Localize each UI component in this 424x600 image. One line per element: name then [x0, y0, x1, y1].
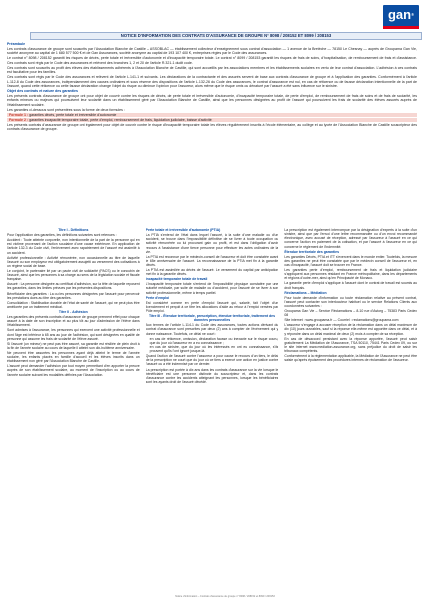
col2-heading-itt: Incapacité temporaire totale de travail	[145, 277, 208, 282]
preamble-paragraph-2: Le contrat n° 8098 / 208152 garantit les risques de décès, perte totale et irréversible d'autonomie et d'incapacité temporaire totale. Le contrat n° 8099 / 208153 garantit les risques de frais de soins, d'hospitalisation, de remboursement de frais et d'assistance. Ces contrats sont régis par le Code des assurances et relèvent des branches 1, 2 et 20 de l'article R.321-1 dudit code.	[7, 56, 417, 65]
formula-1-band	[7, 113, 417, 117]
mediation-paragraph-2: Conformément à la réglementation applicable, la Médiation de l'Assurance ne peut être saisie qu'après épuisement des procédures internes de réclamation de l'assureur.	[284, 354, 418, 363]
prescription-paragraph-3: La prescription est portée à dix ans dans les contrats d'assurance sur la vie lorsque le bénéficiaire est une personne distincte du souscripteur et, dans les contrats d'assurance contre les accidents atteignant les personnes, lorsque les bénéficiaires sont les ayants droit de l'assuré décédé.	[145, 367, 279, 384]
logo-registered-mark: ®	[411, 12, 415, 17]
preamble-paragraph-4: Ces contrats sont régis par le Code des assurances et relèvent de l'article L.141-1 et suivants. Les déclarations de la contractante et des assurés servent de base aux contrats d'assurance de groupe et à l'application des garanties. Conformément à l'article L.112-8 du Code des assurances, indépendamment des causes ordinaires et sous réserve des dispositions de l'article L.132-26 du Code des assurances, le contrat d'assurance est nul, en cas de réticence ou de fausse déclaration intentionnelle de la part de l'assuré, quand cette réticence ou cette fausse déclaration change l'objet du risque ou diminue l'opinion pour l'assureur, alors même que le risque omis ou dénaturé par l'assuré a été sans influence sur le sinistre.	[7, 75, 417, 88]
formula-1-text: garanties décès, perte totale et irréversible d'autonomie	[29, 112, 117, 117]
upper-section	[7, 42, 417, 227]
definition-activite: Activité professionnelle : Activité rémunérée, non occasionnelle au titre de laquelle l'assuré ou son employeur est obligatoirement assujetti au versement des cotisations à un régime social de base.	[7, 255, 140, 268]
reclamations-paragraph-1: Pour toute demande d'information ou toute réclamation relative au présent contrat, l'assuré peut contacter son interlocuteur habituel ou le service Relations Clients aux coordonnées suivantes :	[284, 295, 418, 308]
definition-assure: Assuré : La personne désignée au certificat d'adhésion, sur la tête de laquelle reposent les garanties, dans les limites prévues par les présentes dispositions.	[7, 282, 140, 291]
etendue-paragraph-3: La garantie perte d'emploi s'applique à l'assuré dont le contrat de travail est soumis au droit français.	[284, 281, 418, 290]
col1-intro: Pour l'application des garanties, les définitions suivantes sont retenues :	[7, 233, 117, 238]
three-column-body	[7, 228, 417, 596]
itt-paragraph: L'incapacité temporaire totale s'entend de l'impossibilité physique constatée par une autorité médicale, par suite de maladie ou d'accident, pour l'assuré de se livrer à son activité professionnelle, même à temps partiel.	[145, 282, 279, 295]
definition-beneficiaire: Bénéficiaire des garanties : La ou les personnes désignées par l'assuré pour percevoir les prestations dues au titre des garanties.	[7, 291, 140, 300]
col2-heading-titre-iii: Titre III - Étendue territoriale, prescription, étendue territoriale, traitement des données personnelles	[149, 314, 276, 323]
column-3	[284, 228, 417, 596]
adhesion-paragraph-4: Ne peuvent être assurées les personnes ayant déjà atteint le terme de l'année scolaire, les enfants placés en famille d'accueil et les élèves inscrits dans un établissement non géré par l'Association Blanche de Castille.	[7, 350, 140, 364]
definition-consolidation: Consolidation : Stabilisation durable de l'état de santé de l'assuré, qui ne peut plus être améliorée par un traitement médical.	[7, 300, 140, 309]
reclamations-paragraph-2: L'assureur s'engage à accuser réception de la réclamation dans un délai maximum de dix (10) jours ouvrables, sauf si la réponse elle-même est apportée dans ce délai, et à y répondre dans un délai maximal de deux (2) mois à compter de sa réception.	[284, 323, 418, 336]
reclamations-contact-link[interactable]: Site internet : www.groupama.fr — Courriel : reclamations@groupama.com	[284, 318, 399, 323]
prescription-list-item-2: • en cas de sinistre, que du jour où les intéressés en ont eu connaissance, s'ils prouvent qu'ils l'ont ignoré jusque-là.	[150, 345, 279, 353]
footer-reference: Notice d'information – Contrats d'assurance de groupe n° 8098 / 208152 et 8099 / 208153	[175, 595, 275, 598]
col1-heading-definitions: Titre I - Définitions	[58, 228, 89, 232]
document-title: NOTICE D'INFORMATION DES CONTRATS D'ASSURANCE DE GROUPE N° 8098 / 208152 ET 8099 / 208153	[30, 32, 422, 40]
col1-heading-adhesion: Titre II - Adhésion	[58, 309, 88, 314]
ptia-paragraph-2: La PTIA est reconnue par le médecin-conseil de l'assureur et doit être constatée avant le 65e anniversaire de l'assuré. La reconnaissance de la PTIA met fin à la garantie décès.	[145, 254, 279, 268]
col3-heading-etendue: Étendue territoriale des garanties	[284, 249, 339, 254]
etendue-paragraph-1: Les garanties Décès, PTIA et ITT s'exercent dans le monde entier. Toutefois, la mesure des garanties ne peut être constatée que par le médecin conseil de l'assureur et, en cas d'incapacité, l'assuré doit se trouver en France.	[284, 254, 418, 268]
col3-prescription-continued: La prescription est également interrompue par la désignation d'experts à la suite d'un sinistre, ainsi que par l'envoi d'une lettre recommandée ou d'un envoi recommandé électronique, avec accusé de réception, adressé par l'assureur à l'assuré en ce qui concerne l'action en paiement de la cotisation, et par l'assuré à l'assureur en ce qui concerne le règlement de l'indemnité.	[284, 228, 418, 249]
preamble-heading: Préambule	[7, 42, 26, 46]
preamble-paragraph-1: Les contrats d'assurance de groupe sont souscrits par l'Association Blanche de Castille – ASSOBLAC — établissement collecteur d'enseignement sous contrat d'association — 1 avenue de la Bretèche — 78150 Le Chesnay — auprès de Groupama Gan Vie, société anonyme au capital de 1 680 577 500 € et de Gan Assurances, société anonyme au capital de 193 107 400 €, entreprises régies par le Code des assurances.	[7, 47, 417, 56]
objet-paragraph-3: Les présents contrats d'assurance de groupe ont également pour objet de couvrir contre le risque d'incapacité temporaire totale les élèves régulièrement inscrits à l'école élémentaire, au collège et au lycée de l'Association Blanche de Castille souscripteur des contrats d'assurance de groupe.	[7, 123, 417, 132]
formula-1-label: Formule 1 :	[9, 112, 29, 117]
prescription-paragraph-2: Quand l'action de l'assuré contre l'assureur a pour cause le recours d'un tiers, le délai de la prescription ne court que du jour où ce tiers a exercé une action en justice contre l'assuré ou a été indemnisé par ce dernier.	[145, 354, 279, 367]
column-1	[7, 228, 140, 596]
reclamations-address: Groupama Gan Vie – Service Réclamations – 8-10 rue d'Astorg – 75383 Paris Cedex 08	[284, 309, 418, 318]
formula-2-band	[7, 118, 417, 122]
formula-2-label: Formule 2 :	[9, 117, 29, 122]
mediation-paragraph-1: En cas de désaccord persistant avec la réponse apportée, l'assuré peut saisir gratuitement La Médiation de l'Assurance, TSA 50110, 75441 Paris Cedex 09, ou sur le site internet www.mediation-assurance.org, sans préjudice du droit de saisir les tribunaux compétents.	[284, 336, 418, 354]
col3-heading-reclamations: Réclamations – Médiation	[284, 290, 327, 295]
etendue-paragraph-2: Les garanties perte d'emploi, remboursement de frais et liquidation judiciaire s'appliquent aux personnes résidant en France métropolitaine, dans les départements et régions d'outre-mer, ainsi qu'en Principauté de Monaco.	[284, 268, 418, 281]
ptia-paragraph-3: La PTIA est assimilée au décès de l'assuré. Le versement du capital par anticipation met fin à la garantie décès.	[145, 268, 279, 277]
adhesion-paragraph-3: Si l'assuré (un mineur) ne peut pas être assuré, sa garantie est résiliée de plein droit à la fin de l'année scolaire au cours de laquelle il atteint son dix-huitième anniversaire.	[7, 341, 140, 350]
perte-emploi-paragraph: Est considéré comme en perte d'emploi l'assuré qui, salarié, fait l'objet d'un licenciement et perçoit à ce titre les allocations d'aide au retour à l'emploi versées par Pôle emploi.	[145, 300, 279, 314]
logo-text: gan	[387, 7, 412, 22]
prescription-list	[146, 337, 279, 354]
preamble-paragraph-3: Ces contrats sont souscrits au profit des élèves des établissements adhérents à l'Association Blanche de Castille, qui sont accueillis par les associations membres et les établissements scolaires en vertu de leur contrat d'association. L'adhésion à ces contrats est facultative pour les familles.	[7, 65, 417, 75]
logo-red-bar	[383, 26, 419, 29]
prescription-list-item-1: • en cas de réticence, omission, déclaration fausse ou inexacte sur le risque couru, que du jour où l'assureur en a eu connaissance ;	[150, 337, 279, 345]
column-2	[146, 228, 279, 596]
col2-heading-ptia: Perte totale et irréversible d'autonomie (PTIA)	[145, 228, 221, 232]
col2-heading-perte-emploi: Perte d'emploi	[145, 295, 170, 300]
prescription-paragraph-1: Aux termes de l'article L.114-1 du Code des assurances, toutes actions dérivant du contrat d'assurance sont prescrites par deux (2) ans à compter de l'événement qui y donne naissance. Toutefois, ce délai ne court :	[145, 323, 279, 336]
adhesion-paragraph-5: L'assuré peut demander l'adhésion par tout moyen permettant d'en apporter la preuve auprès de son établissement scolaire, au moment de l'inscription ou au cours de l'année scolaire suivant les modalités définies par l'Association.	[7, 364, 140, 377]
formula-2-text: garanties incapacité temporaire totale, perte d'emploi, remboursement de frais, liquidation judiciaire, baisse d'activité	[29, 117, 212, 122]
objet-paragraph-1: Les présents contrats d'assurance de groupe ont pour objet de couvrir contre les risques de décès, de perte totale et irréversible d'autonomie, d'incapacité temporaire totale, de perte d'emploi, de remboursement de frais de soins et de frais de scolarité, les enfants mineurs ou majeurs qui poursuivent leur scolarité dans un établissement géré par l'Association Blanche de Castille, ainsi que les personnes désignées au profit de l'assuré qui poursuivent les frais de scolarité des élèves assurés auprès de l'établissement scolaire.	[7, 94, 417, 107]
ptia-paragraph-1: La PTIA s'entend de l'état dans lequel l'assuré, à la suite d'une maladie ou d'un accident, se trouve dans l'impossibilité définitive de se livrer à toute occupation ou activité rémunérée ou lui procurant gain ou profit, et est dans l'obligation d'avoir recours à l'assistance d'une tierce personne pour effectuer les actes ordinaires de la vie.	[145, 233, 279, 254]
objet-paragraph-2: Les garanties ci-dessous sont présentées sous la forme de deux formules :	[7, 107, 125, 112]
adhesion-paragraph-1: Les garanties des présents contrats d'assurance de groupe prennent effet pour chaque assuré à la date de son inscription et au plus tôt au jour d'admission de l'élève dans l'établissement.	[7, 314, 140, 328]
objet-heading: Objet des contrats et nature des garanties	[7, 88, 78, 93]
definition-conjoint: Le conjoint, le partenaire lié par un pacte civil de solidarité (PACS) ou le concubin de l'assuré, ainsi que les personnes à sa charge au sens de la législation sociale et fiscale française.	[7, 268, 140, 282]
definition-accident: Accident : Toute atteinte corporelle, non intentionnelle de la part de la personne qui en est victime provenant de l'action soudaine d'une cause extérieure. En application de l'article 132-3 du Code civil, l'enlèvement avec rapatriement de l'assuré est assimilé à un accident.	[7, 238, 140, 255]
gan-logo	[383, 5, 419, 29]
adhesion-paragraph-2: Sont admises à l'assurance, les personnes qui exercent une activité professionnelle et dont l'âge est inférieur à 65 ans au jour de l'adhésion, qui sont désignées en qualité de personne qui assume les frais de scolarité de l'élève assuré.	[7, 328, 140, 341]
